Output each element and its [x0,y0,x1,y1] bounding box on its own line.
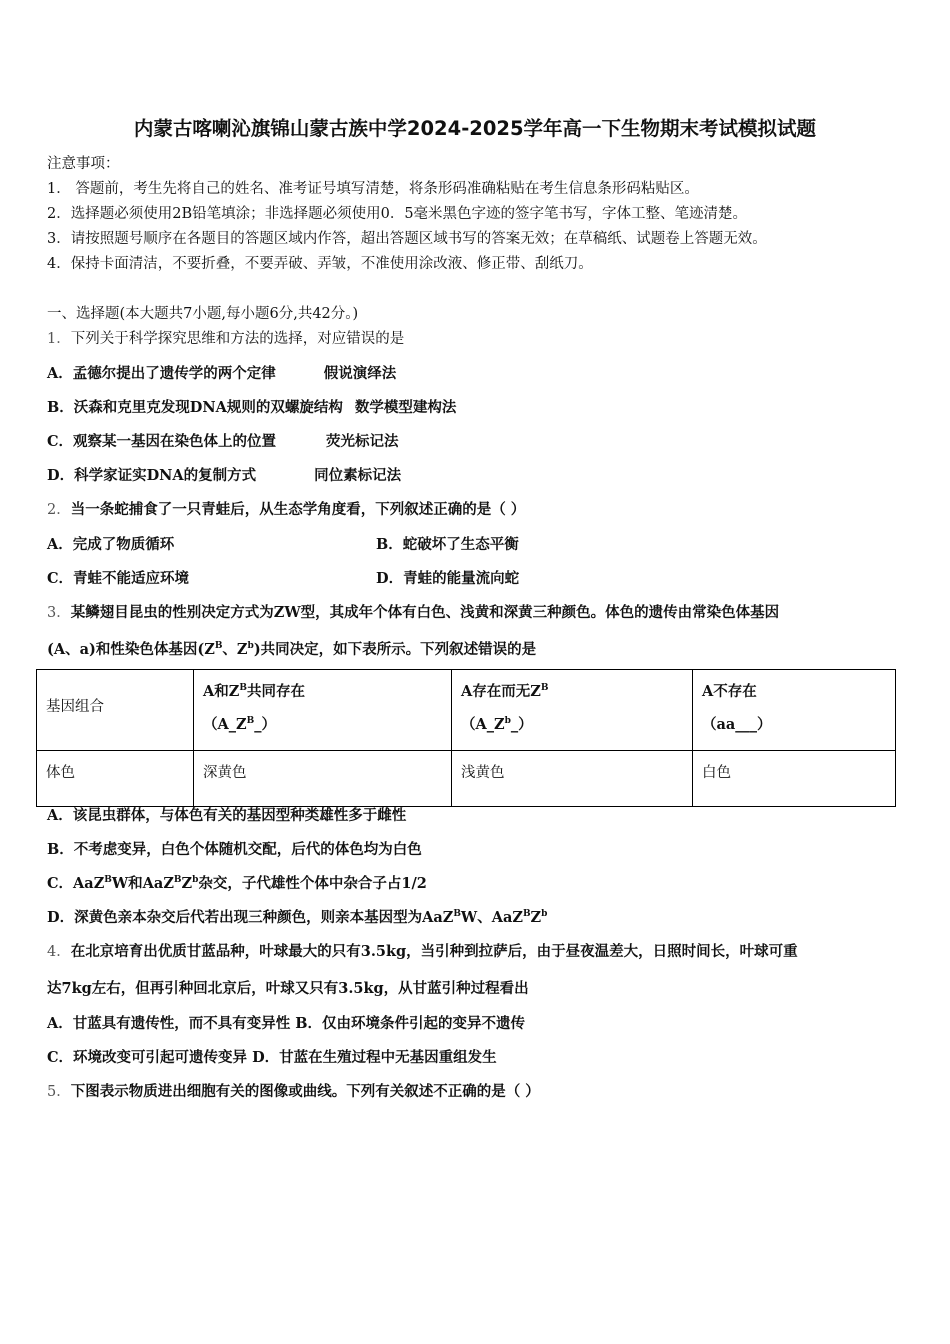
q1-option-a: A．孟德尔提出了遗传学的两个定律 假说演绎法 [47,365,397,382]
table-header-cell: A和$Z^B$共同存在 [203,683,305,700]
q4-options-ab: A．甘蓝具有遗传性，而不具有变异性 B．仅由环境条件引起的变异不遗传 [47,1015,526,1032]
notice-item-3: 3．请按照题号顺序在各题目的答题区域内作答，超出答题区域书写的答案无效；在草稿纸、试题卷上答题无效。 [47,231,767,247]
question-4-line-2: 达7kg左右，但再引种回北京后，叶球又只有3.5kg，从甘蓝引种过程看出 [47,980,529,997]
q2-option-a: A．完成了物质循环 [47,536,175,553]
q3-option-c: C．AaZ$^B$W和$AaZ^BZ^b$杂交，子代雄性个体中杂合子占1/2 [47,875,427,892]
table-cell: 深黄色 [194,751,452,807]
question-2: 2．当一条蛇捕食了一只青蛙后，从生态学角度看，下列叙述正确的是（ ） [47,501,526,518]
q3-option-b: B．不考虑变异，白色个体随机交配，后代的体色均为白色 [47,841,422,858]
notice-item-4: 4．保持卡面清洁，不要折叠，不要弄破、弄皱，不准使用涂改液、修正带、刮纸刀。 [47,256,593,272]
question-stem: 下列关于科学探究思维和方法的选择，对应错误的是 [70,331,405,347]
q2-option-b: B．蛇破坏了生态平衡 [376,536,519,553]
page-title: 内蒙古喀喇沁旗锦山蒙古族中学2024-2025学年高一下生物期末考试模拟试题 [133,117,817,140]
table-cell: 浅黄色 [452,751,693,807]
q1-option-d: D．科学家证实DNA的复制方式 同位素标记法 [47,467,402,484]
table-header-cell: A不存在 [702,683,757,700]
q1-option-b: B．沃森和克里克发现DNA规则的双螺旋结构 数学模型建构法 [47,399,457,416]
question-3: 3．某鳞翅目昆虫的性别决定方式为ZW型，其成年个体有白色、浅黄和深黄三种颜色。体色的遗传由常染色体基因 [47,604,780,621]
question-number: 1． [47,331,71,347]
question-3-line-2: (A、a)和性染色体基因($Z^B$、$Z^b$)共同决定，如下表所示。下列叙述错误的是 [47,641,537,658]
table-row-label: 体色 [37,751,194,807]
notice-item-1: 1． 答题前，考生先将自己的姓名、准考证号填写清楚，将条形码准确粘贴在考生信息条形码粘贴区。 [47,181,699,197]
table-cell: 白色 [693,751,896,807]
question-5: 5．下图表示物质进出细胞有关的图像或曲线。下列有关叙述不正确的是（ ） [47,1083,540,1100]
q1-option-c: C．观察某一基因在染色体上的位置 荧光标记法 [47,433,399,450]
table-row-label: 基因组合 [46,699,104,715]
q2-option-c: C．青蛙不能适应环境 [47,570,190,587]
notice-heading: 注意事项： [47,156,120,172]
q3-option-d: D．深黄色亲本杂交后代若出现三种颜色，则亲本基因型为AaZ$^B$W、$AaZ^BZ^b$ [47,909,548,926]
q2-option-d: D．青蛙的能量流向蛇 [376,570,520,587]
notice-item-2: 2．选择题必须使用2B铅笔填涂；非选择题必须使用0．5毫米黑色字迹的签字笔书写，字体工整、笔迹清楚。 [47,206,748,222]
q4-options-cd: C．环境改变可引起可遗传变异 D．甘蓝在生殖过程中无基因重组发生 [47,1049,497,1066]
genotype-table: 基因组合 A和$Z^B$共同存在 $(A\_Z^B\_)$ A存在而无$Z^B$ $(A\_Z^b\_)$ A不存在 （aa___） 体色 深黄色 浅黄色 白色 [36,669,896,807]
table-header-cell: A存在而无$Z^B$ [461,683,549,700]
question-1 [47,327,404,348]
section-title: 一、选择题(本大题共7小题,每小题6分,共42分。) [47,306,359,322]
q3-option-a: A．该昆虫群体，与体色有关的基因型种类雄性多于雌性 [47,807,407,824]
question-4: 4．在北京培育出优质甘蓝品种，叶球最大的只有3.5kg，当引种到拉萨后，由于昼夜温差大，日照时间长，叶球可重 [47,943,798,960]
